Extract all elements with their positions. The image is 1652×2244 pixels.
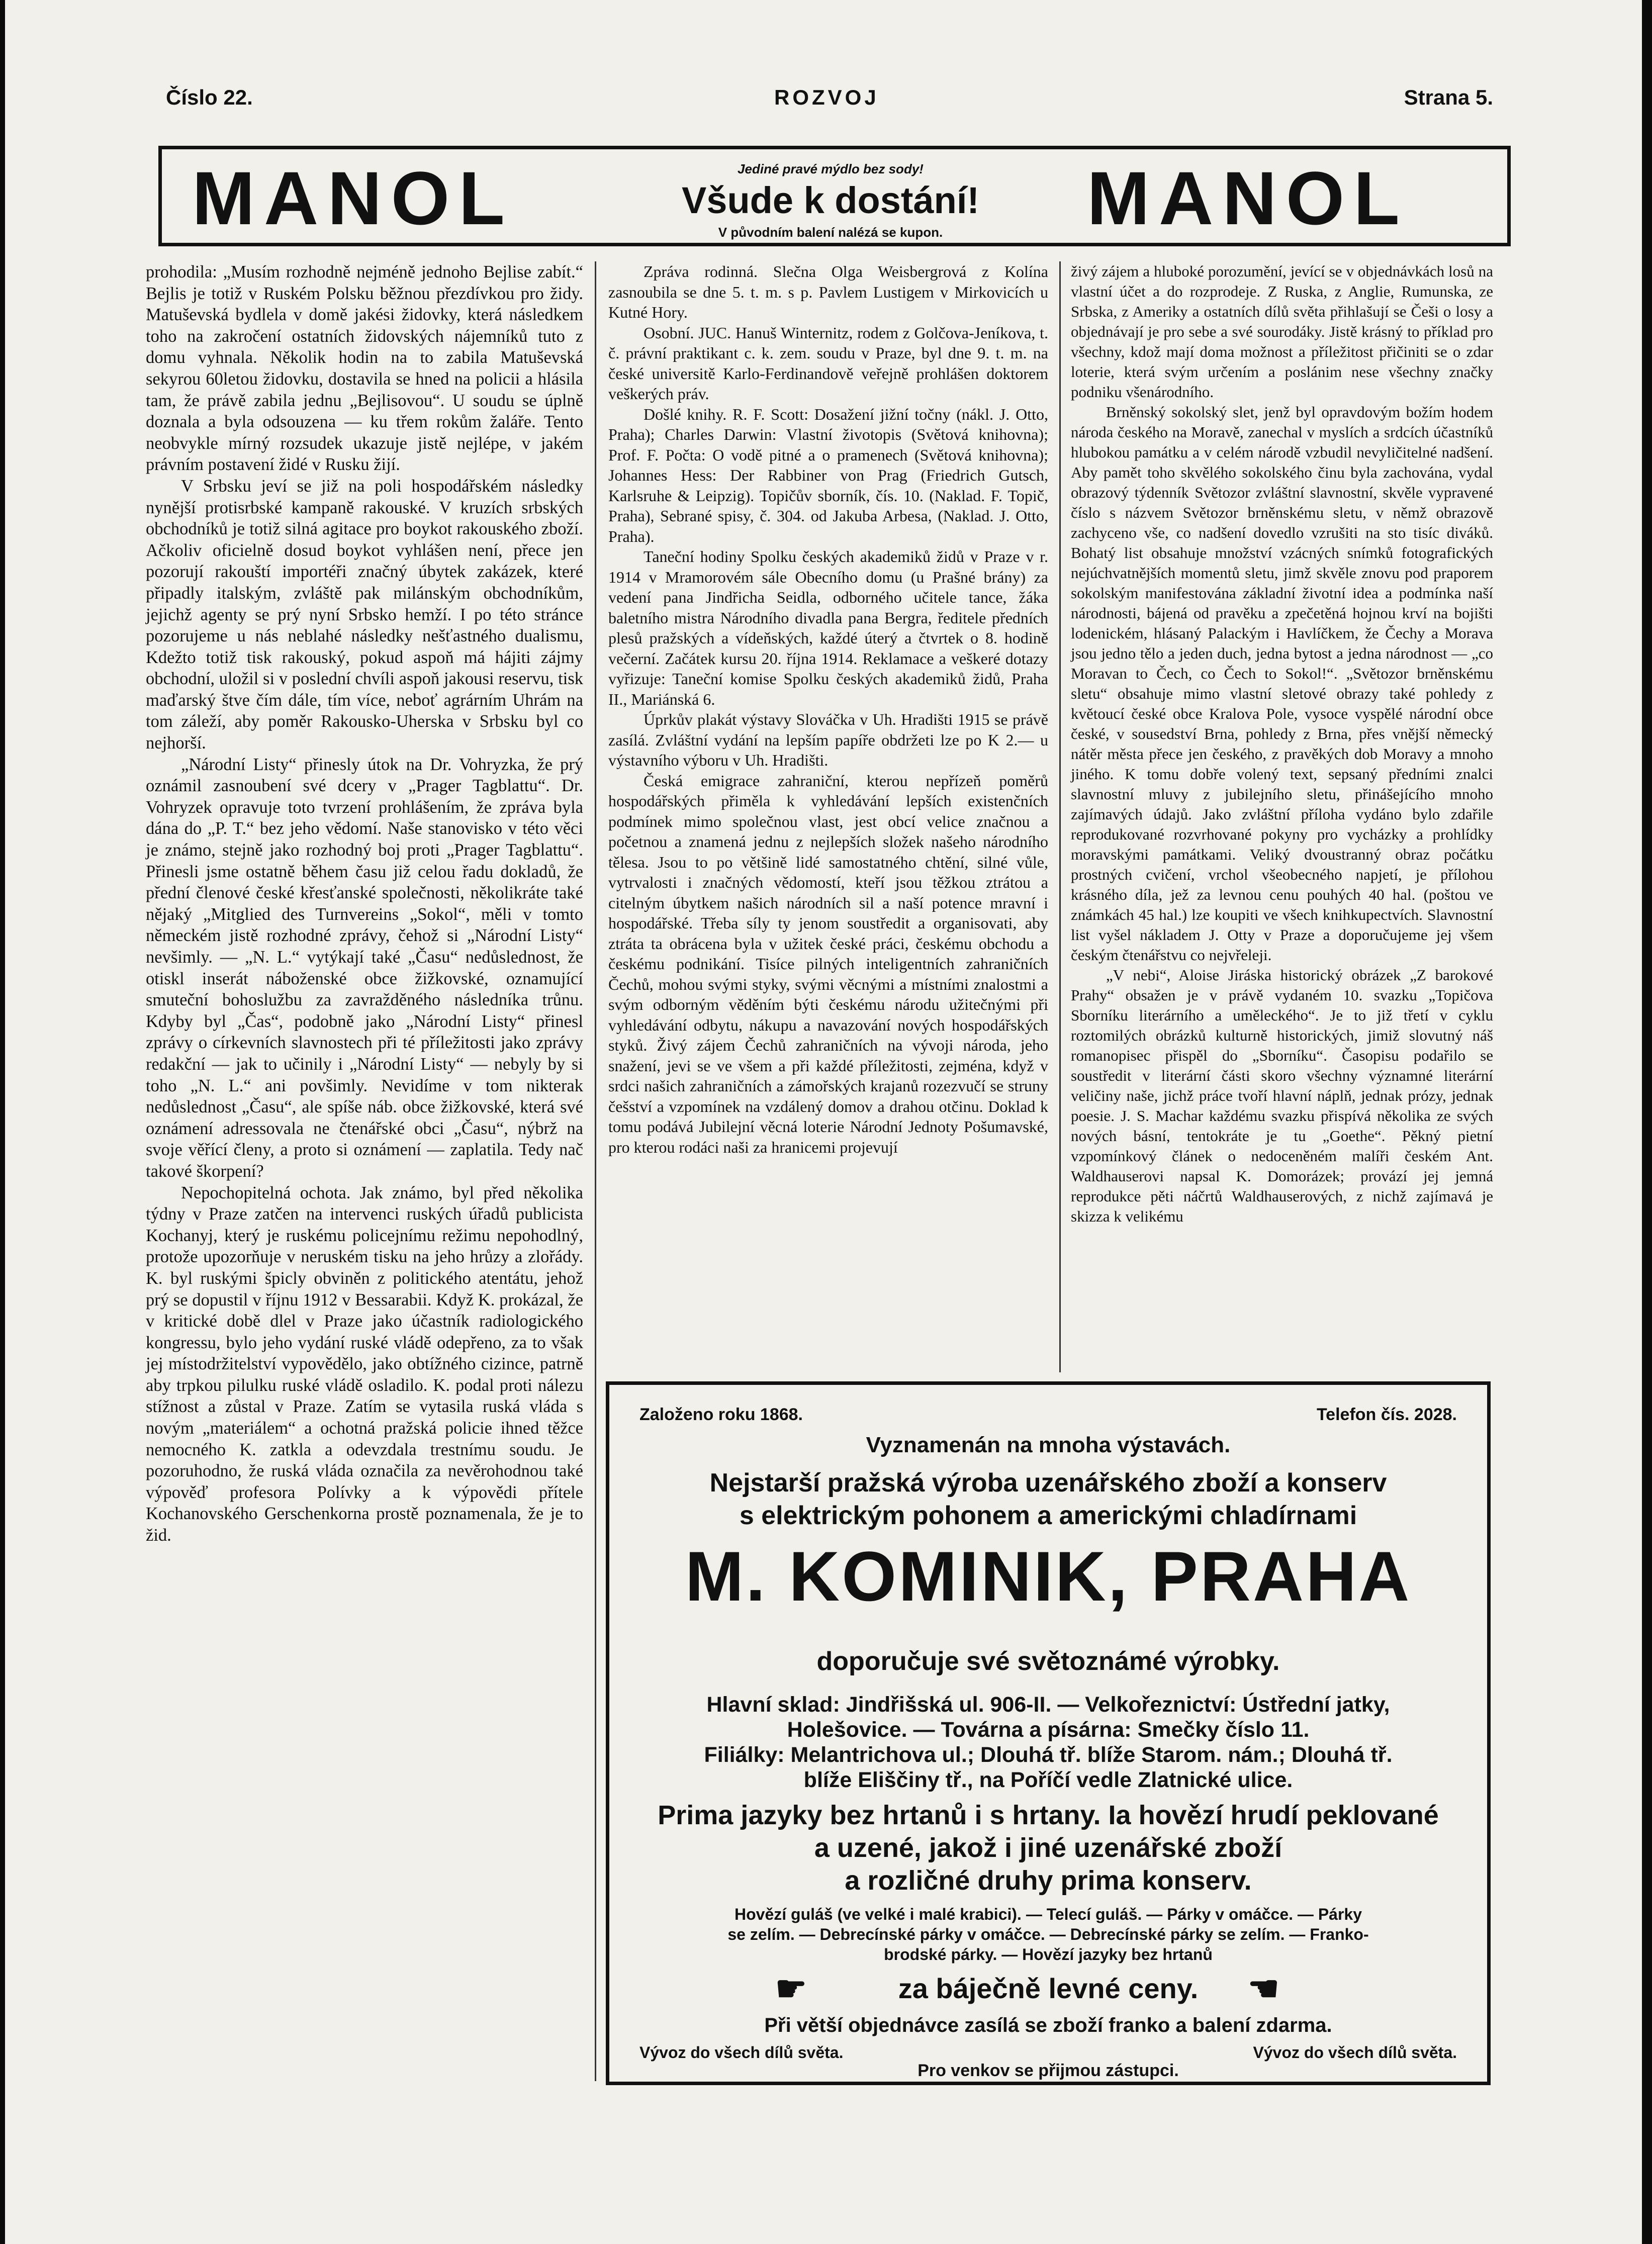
ad-product-2: a uzené, jakož i jiné uzenářské zboží bbox=[814, 1833, 1282, 1863]
ad-list-1: Hovězí guláš (ve velké i malé krabici). — Telecí guláš. — Párky v omáčce. — Párky bbox=[734, 1905, 1362, 1923]
ad-company: M. KOMINIK, PRAHA bbox=[685, 1537, 1412, 1616]
manol-advertisement bbox=[158, 146, 1511, 246]
manol-bottom-line: V původním balení nalézá se kupon. bbox=[718, 225, 943, 240]
article-narodni-listy: „Národní Listy“ přinesly útok na Dr. Vohryzka, že prý oznámil zasnoubení své dcery v „Prager Tagblattu“. Dr. Vohryzek opravuje toto tvrzení prohlášením, že zpráva byla dána do „P. T.“ bez jeho vědomí. Naše stanovisko v této věci je známo, stejně jako rozhodný boj proti „Prager Tagblattu“. Přinesli jsme ostatně během času již celou řadu dokladů, že přední členové české křesťanské společnosti, několikráte také nějaký „Mitglied des Turnvereins „Sokol“, měli v tomto německém jistě rozhodné zprávy, čehož si „Národní Listy“ nevšimly. — „N. L.“ vytýkají také „Času“ nedůslednost, že otiskl inserát náboženské obce žižkovské, oznamující smuteční bohoslužbu za zavražděného následníka trůnu. Kdyby byl „Čas“, podobně jako „Národní Listy“ přinesl zprávy o církevních slavnostech při té příležitosti jako zprávy redakční — jak to učinily i „Národní Listy“ — nebyly by si toho „N. L.“ ani povšimly. Nevidíme v tom nikterak nedůslednost „Času“, ale spíše náb. obce žižkovské, která své oznámení adressovala ne čtenářské obci „Času“, nýbrž na svoje věřící členy, a proto si oznámení — zaplatila. Tedy nač takové škorpení? bbox=[146, 755, 583, 1181]
article-srbsko: V Srbsku jeví se již na poli hospodářském následky nynější protisrbské kampaně rakouské. V kruzích srbských obchodníků je totiž silná agitace pro boykot rakouského zboží. Ačkoliv oficielně dosud boykot vyhlášen není, přece jen pozorují rakouští importéři značný úbytek zakázek, které připadly italským, zvláště pak milánským obchodníkům, jejichž agenty se prý nyní Srbsko hemží. I po této stránce pozorujeme u nás neblahé následky nešťastného dualismu, Kdežto totiž tisk rakouský, pokud aspoň má hájiti zájmy obchodní, uložil si v poslední chvíli aspoň jakousi reservu, tisk maďarský štve čím dále, tím více, neboť agrárním Uhrám na tom záleží, aby poměr Rakousko-Uherska v Srbsku byl co nejhorší. bbox=[146, 476, 583, 753]
kominik-advertisement bbox=[606, 1381, 1491, 2085]
article-zprava-rodinna: Zpráva rodinná. Slečna Olga Weisbergrová z Kolína zasnoubila se dne 5. t. m. s p. Pavlem Lustigem v Mirkovicích u Kutné Hory. bbox=[608, 262, 1048, 321]
newspaper-title: ROZVOJ bbox=[774, 85, 879, 109]
ad-address-2: Holešovice. — Továrna a písárna: Smečky číslo 11. bbox=[787, 1718, 1310, 1742]
ad-export-right: Vývoz do všech dílů světa. bbox=[1253, 2043, 1457, 2062]
ad-product-1: Prima jazyky bez hrtanů i s hrtany. Ia hovězí hrudí peklované bbox=[658, 1800, 1439, 1830]
manol-left: MANOL bbox=[192, 156, 514, 240]
issue-number: Číslo 22. bbox=[166, 85, 253, 109]
article-brnensky-slet: Brněnský sokolský slet, jenž byl opravdovým božím hodem národa českého na Moravě, zanechal v myslích a srdcích účastníků hlubokou památku a v celém národě vzbudil nevyličitelné nadšení. Aby pamět toho skvělého sokolského činu byla zachována, vydal obrazový týdenník Světozor zvláštní slavnostní, skvěle vypravené číslo s názvem Světozor brněnskému sletu, v němž obrazově zachyceno vše, co nadšení dovedlo vzrušiti na sto tisíc diváků. Bohatý list obsahuje množství vzácných snímků fotografických nejúchvatnějších momentů sletu, jimž skvěle znovu pod praporem sokolským manifestována základní životní idea a podmínka naší národnosti, bájená od pravěku a zpečetěná hojnou krví na bojišti lodenickém, hlásaný Palackým i Havlíčkem, že Čechy a Morava jsou jedno tělo a jeden duch, jedna bytost a jedna národnost — „co Moravan to Čech, co Čech to Sokol!“. „Světozor brněnskému sletu“ obsahuje mimo vlastní sletové obrazy také pohledy z květoucí české obce Kralova Pole, vysoce vyspělé národní obce české, v sousedství Brna, pohledy z Brna, přes vnější německý nátěr města přece jen českého, z pravěkých dob Moravy a mnoho jiného. K tomu dobře volený text, sepsaný předními znalci slavnostní mluvy z jubilejního sletu, přinášejícího mnoho zajímavých údajů. Jako zvláštní příloha vydáno bylo zdařile reprodukované rozvrhované pokyny pro vycházky a prohlídky moravskými památkami. Veliký dvoustranný obraz počátku prostných cvičení, vrchol všeobecného napjetí, je přílohou krásného díla, jež za levnou cenu pouhých 40 hal. (poštou ve známkách 45 hal.) lze koupiti ve všech knihkupectvích. Slavnostní list vyšel nákladem J. Otty v Praze a doporučujeme jej všem českým čtenářstvu co nejvřeleji. bbox=[1071, 403, 1493, 964]
ad-tagline-1: Nejstarší pražská výroba uzenářského zboží a konserv bbox=[709, 1468, 1387, 1498]
article-osobni: Osobní. JUC. Hanuš Winternitz, rodem z Golčova-Jeníkova, t. č. právní praktikant c. k. zem. soudu v Praze, byl dne 9. t. m. na české universitě Karlo-Ferdinandově veřejně prohlášen doktorem veškerých práv. bbox=[608, 323, 1048, 403]
ad-address-1: Hlavní sklad: Jindřišská ul. 906-II. — Velkořeznictví: Ústřední jatky, bbox=[706, 1693, 1390, 1717]
ad-phone: Telefon čís. 2028. bbox=[1316, 1405, 1457, 1424]
column-2 bbox=[608, 261, 1048, 1157]
ad-awarded: Vyznamenán na mnoha výstavách. bbox=[866, 1433, 1231, 1457]
manol-top-line: Jediné pravé mýdlo bez sody! bbox=[738, 161, 924, 176]
column-1 bbox=[146, 261, 583, 1546]
scan-edge-right bbox=[1642, 0, 1652, 2244]
column-rule-2 bbox=[1059, 261, 1061, 1372]
scan-edge-left bbox=[0, 0, 5, 2244]
ad-list-3: brodské párky. — Hovězí jazyky bez hrtanů bbox=[884, 1945, 1213, 1964]
article-v-nebi: „V nebi“, Aloise Jiráska historický obrázek „Z barokové Prahy“ obsažen je v právě vydaném 10. svazku „Topičova Sborníku literárního a uměleckého“. Je to již třetí v cyklu roztomilých obrázků kulturně historických, jimiž slovutný náš romanopisec přispěl do „Sborníku“. Časopisu podařilo se soustředit v literární části skoro všechny významné literární veličiny naše, jichž práce tvoří hlavní náplň, jednak prózy, jednak poesie. J. S. Machar každému svazku přispívá několika ze svých nových básní, tentokráte je tu „Goethe“. Pěkný pietní vzpomínkový článek o nedoceněném malíři českém Ant. Waldhauserovi napsal K. Domorázek; provází jej jemná reprodukce pěti náčrtů Waldhauserových, z nichž zajímavá je skizza k velikému bbox=[1071, 966, 1493, 1225]
ad-address-3: Filiálky: Melantrichova ul.; Dlouhá tř. blíže Starom. nám.; Dlouhá tř. bbox=[704, 1743, 1393, 1767]
ad-recommends: doporučuje své světoznámé výrobky. bbox=[816, 1647, 1280, 1676]
article-uprkuv-plakat: Úprkův plakát výstavy Slováčka v Uh. Hradišti 1915 se právě zasílá. Zvláštní vydání na lepším papíře obdržeti lze po K 2.— u výstavního výboru v Uh. Hradišti. bbox=[608, 710, 1048, 769]
article-ochota: Nepochopitelná ochota. Jak známo, byl před několika týdny v Praze zatčen na intervenci ruských úřadů publicista Kochanyj, který je ruskému policejnímu režimu nepohodlný, protože upozorňuje v neruském tisku na jeho hrůzy a zlořády. K. byl ruskými špicly obviněn z politického atentátu, jehož prý se dopustil v říjnu 1912 v Bessarabii. Když K. prokázal, že v kritické době dlel v Praze jako účastník radiologického kongressu, bylo jeho vydání ruské vládě odepřeno, za to však jej místodržitelství vypovědělo, jako obtížného cizince, patrně aby trpkou pilulku ruské vládě osladilo. K. podal proti nálezu stížnost a zůstal v Praze. Zatím se vytasila ruská vláda s novým „materiálem“ a ochotná pražská policie ihned těžce nemocného K. zatkla a odevzdala trestnímu soudu. Je pozoruhodno, že ruská vláda označila za nevěrohodnou také výpověď profesora Polívky a k výpovědi přítele Kochanovského Gerschenkorna prostě poznamenala, že je to žid. bbox=[146, 1183, 583, 1545]
ad-export-left: Vývoz do všech dílů světa. bbox=[639, 2043, 844, 2062]
ad-tagline-2: s elektrickým pohonem a americkými chladírnami bbox=[739, 1501, 1357, 1530]
article-dosle-knihy: Došlé knihy. R. F. Scott: Dosažení jižní točny (nákl. J. Otto, Praha); Charles Darwin: Vlastní životopis (Světová knihovna); Prof. F. Počta: O vodě pitné a o pramenech (Světová knihovna); Johannes Hess: Der Rabbiner von Prag (Friedrich Gutsch, Karlsruhe & Leipzig). Topičův sborník, čís. 10. (Naklad. F. Topič, Praha), Sebrané spisy, č. 304. od Jakuba Arbesa, (Naklad. J. Otto, Praha). bbox=[608, 405, 1048, 545]
manol-middle bbox=[594, 149, 1067, 243]
article-loterie: živý zájem a hluboké porozumění, jevící se v objednávkách losů na vlastní účet a do rozprodeje. Z Ruska, z Anglie, Rumunska, ze Srbska, z Ameriky a ostatních dílů světa přihlašují se Češi o losy a objednávají je pro sebe a své sourodáky. Jistě krásný to příklad pro všechny, kdož mají doma možnost a příležitost přičiniti se o zdar loterie, která svým určením a poslánim nese všechny značky podniku všenárodního. bbox=[1071, 262, 1493, 401]
ad-cheap-prices: za báječně levné ceny. bbox=[898, 1973, 1199, 2004]
pointing-hand-left-icon: ☛ bbox=[775, 1969, 807, 2008]
ad-product-3: a rozličné druhy prima konserv. bbox=[845, 1865, 1252, 1896]
column-3 bbox=[1071, 261, 1493, 1227]
ad-list-2: se zelím. — Debrecínské párky v omáčce. — Debrecínské párky se zelím. — Franko- bbox=[727, 1925, 1369, 1943]
article-matusevska: prohodila: „Musím rozhodně nejméně jednoho Bejlise zabít.“ Bejlis je totiž v Ruském Polsku běžnou přezdívkou pro židy. Matuševská bydlela v domě jakési židovky, která následkem toho na zakročení ostatních židovských nájemníků tuto z domu vyhnala. Několik hodin na to zabila Matuševská sekyrou 60letou židovku, dostavila se hned na policii a hlásila tam, že právě zabila jednu „Bejlisovou“. U soudu se úplně doznala a byla odsouzena — ku třem rokům žaláře. Tento neobvykle mírný rozsudek ukazuje jistě nejlépe, v jakém právním postavení židé v Rusku žijí. bbox=[146, 262, 583, 475]
ad-agents: Pro venkov se přijmou zástupci. bbox=[917, 2061, 1179, 2080]
ad-address-4: blíže Eliščiny tř., na Poříčí vedle Zlatnické ulice. bbox=[803, 1768, 1293, 1792]
manol-main-line: Všude k dostání! bbox=[681, 179, 980, 221]
page-header bbox=[166, 85, 1493, 116]
article-tanecni-hodiny: Taneční hodiny Spolku českých akademiků židů v Praze v r. 1914 v Mramorovém sále Obecního domu (u Prašné brány) za vedení pana Jindřicha Seidla, odborného učitele tance, žáka baletního mistra Národního divadla pana Bergra, ředitele předních plesů pražských a vídeňských, každé úterý a čtvrtek o 8. hodině večerní. Začátek kursu 20. října 1914. Reklamace a veškeré dotazy vyřizuje: Taneční komise Spolku českých akademiků židů, Praha II., Mariánská 6. bbox=[608, 547, 1048, 708]
ad-franco: Při větší objednávce zasílá se zboží franko a balení zdarma. bbox=[764, 2014, 1332, 2036]
pointing-hand-right-icon: ☚ bbox=[1248, 1969, 1279, 2008]
manol-right: MANOL bbox=[1087, 156, 1409, 240]
ad-founded: Založeno roku 1868. bbox=[639, 1405, 803, 1424]
article-emigrace: Česká emigrace zahraniční, kterou nepřízeň poměrů hospodářských přiměla k vyhledávání lepších existenčních podmínek mimo společnou vlast, jest obcí velice značnou a početnou a znamená jednu z nejlepších složek našeho národního tělesa. Jsou to po většině lidé samostatného chtění, silné vůle, vytrvalosti i značných vědomostí, kteří jsou těžkou ztrátou a citelným úbytkem našich národních sil a naší potence mravní i hospodářské. Třeba síly ty jenom soustředit a organisovati, aby ztráta ta obrácena byla v užitek české práci, českému obchodu a českému podnikání. Tisíce pilných inteligentních zahraničních Čechů, mohou svými styky, svými věcnými a místními znalostmi a svým odborným věděním býti českému národu užitečnými při vyhledávání odbytu, nákupu a navazování nových hospodářských styků. Živý zájem Čechů zahraničních na vývoji národa, jeho snažení, jevi se ve všem a při každé příležitosti, zejména, když v srdci našich zahraničních a zámořských krajanů rozezvučí se struny češství a vzpomínek na vzdálený domov a drahou otčinu. Doklad k tomu podává Jubilejní věcná loterie Národní Jednoty Pošumavské, pro kterou rodáci naši za hranicemi projevují bbox=[608, 771, 1048, 1156]
column-rule-1 bbox=[595, 261, 596, 2081]
page-number: Strana 5. bbox=[1404, 85, 1493, 109]
